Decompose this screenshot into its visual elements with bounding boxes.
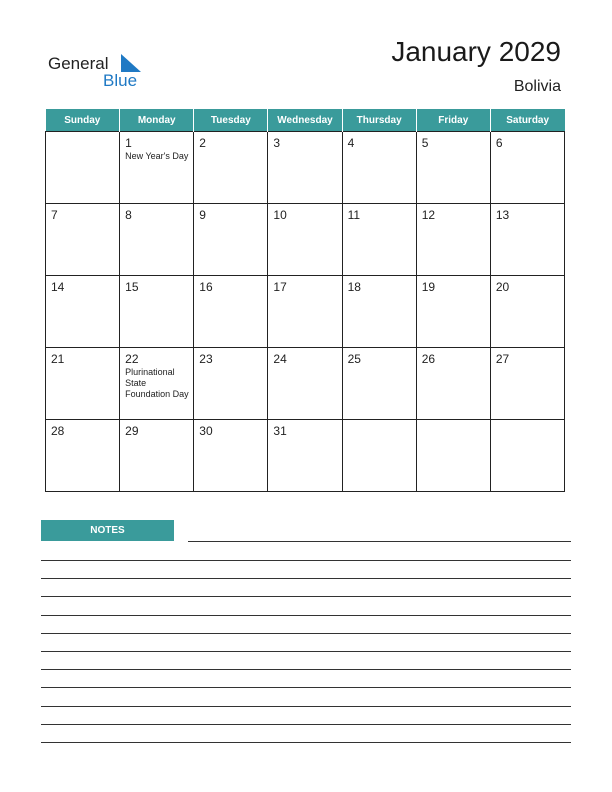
day-number: 23 bbox=[199, 352, 213, 366]
day-number: 9 bbox=[199, 208, 206, 222]
calendar-day-cell bbox=[194, 276, 268, 348]
day-number: 31 bbox=[273, 424, 287, 438]
calendar-day-cell bbox=[268, 132, 342, 204]
weekday-header: Wednesday bbox=[268, 109, 342, 132]
day-number: 28 bbox=[51, 424, 65, 438]
notes-line bbox=[41, 596, 571, 597]
calendar-day-cell bbox=[120, 132, 194, 204]
calendar-day-cell bbox=[120, 420, 194, 492]
day-number: 16 bbox=[199, 280, 213, 294]
weekday-header: Friday bbox=[416, 109, 490, 132]
calendar-day-cell bbox=[120, 276, 194, 348]
day-number: 13 bbox=[495, 208, 510, 222]
day-number: 19 bbox=[421, 280, 436, 294]
day-number: 11 bbox=[347, 208, 361, 222]
logo-text-general: General bbox=[48, 54, 109, 73]
calendar-day-cell bbox=[268, 204, 342, 276]
calendar-day-cell bbox=[416, 420, 490, 492]
calendar-day-cell bbox=[194, 204, 268, 276]
country-label: Bolivia bbox=[513, 78, 561, 95]
weekday-header: Sunday bbox=[46, 109, 120, 132]
notes-line bbox=[41, 724, 571, 725]
page-title: January 2029 bbox=[391, 36, 561, 67]
calendar-day-cell bbox=[490, 348, 564, 420]
day-number: 1 bbox=[125, 136, 132, 150]
calendar-week-row bbox=[46, 348, 565, 420]
calendar-day-cell bbox=[194, 420, 268, 492]
calendar-day-cell bbox=[46, 132, 120, 204]
day-number: 15 bbox=[125, 280, 139, 294]
calendar-day-cell bbox=[342, 276, 416, 348]
calendar-day-cell bbox=[416, 348, 490, 420]
calendar-day-cell bbox=[46, 204, 120, 276]
notes-line bbox=[41, 687, 571, 688]
notes-line bbox=[41, 742, 571, 743]
weekday-header: Thursday bbox=[342, 109, 416, 132]
calendar-day-cell bbox=[416, 204, 490, 276]
notes-line bbox=[41, 578, 571, 579]
notes-line bbox=[41, 615, 571, 616]
holiday-label: New Year's Day bbox=[125, 151, 189, 161]
notes-line bbox=[41, 669, 571, 670]
day-number: 24 bbox=[273, 352, 287, 366]
weekday-header: Monday bbox=[120, 109, 194, 132]
day-number: 27 bbox=[495, 352, 510, 366]
day-number: 6 bbox=[495, 136, 503, 150]
calendar-day-cell bbox=[490, 132, 564, 204]
calendar-week-row bbox=[46, 132, 565, 204]
calendar-day-cell bbox=[46, 276, 120, 348]
calendar-day-cell bbox=[120, 204, 194, 276]
calendar-day-cell bbox=[490, 204, 564, 276]
holiday-label: Plurinational State Foundation Day bbox=[125, 367, 189, 399]
calendar-day-cell bbox=[46, 348, 120, 420]
day-number: 2 bbox=[199, 136, 206, 150]
logo-triangle-icon bbox=[121, 54, 141, 72]
notes-label: NOTES bbox=[41, 520, 174, 541]
calendar-day-cell bbox=[342, 348, 416, 420]
day-number: 30 bbox=[199, 424, 213, 438]
notes-line bbox=[41, 560, 571, 561]
day-number: 10 bbox=[273, 208, 287, 222]
calendar-day-cell bbox=[268, 348, 342, 420]
day-number: 22 bbox=[125, 352, 139, 366]
day-number: 18 bbox=[347, 280, 361, 294]
calendar-grid bbox=[45, 109, 565, 492]
calendar-day-cell bbox=[416, 132, 490, 204]
weekday-header-row bbox=[46, 109, 565, 132]
notes-line bbox=[41, 706, 571, 707]
calendar-week-row bbox=[46, 204, 565, 276]
calendar-day-cell bbox=[194, 132, 268, 204]
calendar-day-cell bbox=[416, 276, 490, 348]
calendar-day-cell bbox=[194, 348, 268, 420]
day-number: 17 bbox=[273, 280, 287, 294]
calendar-week-row bbox=[46, 420, 565, 492]
notes-line bbox=[41, 633, 571, 634]
day-number: 5 bbox=[421, 136, 429, 150]
day-number: 14 bbox=[51, 280, 65, 294]
weekday-header: Tuesday bbox=[194, 109, 268, 132]
calendar-day-cell bbox=[490, 276, 564, 348]
calendar-day-cell bbox=[342, 132, 416, 204]
calendar-day-cell bbox=[342, 204, 416, 276]
day-number: 29 bbox=[125, 424, 139, 438]
notes-line bbox=[41, 651, 571, 652]
calendar-day-cell bbox=[342, 420, 416, 492]
day-number: 25 bbox=[347, 352, 361, 366]
calendar-day-cell bbox=[490, 420, 564, 492]
day-number: 3 bbox=[273, 136, 281, 150]
calendar-day-cell bbox=[268, 276, 342, 348]
notes-line bbox=[188, 541, 571, 542]
day-number: 26 bbox=[421, 352, 436, 366]
day-number: 7 bbox=[51, 208, 58, 222]
logo bbox=[48, 52, 158, 92]
weekday-header: Saturday bbox=[490, 109, 564, 132]
day-number: 12 bbox=[421, 208, 436, 222]
day-number: 8 bbox=[125, 208, 132, 222]
calendar-day-cell bbox=[120, 348, 194, 420]
day-number: 4 bbox=[347, 136, 355, 150]
logo-text-blue: Blue bbox=[103, 71, 138, 90]
day-number: 20 bbox=[495, 280, 510, 294]
calendar-day-cell bbox=[268, 420, 342, 492]
calendar-day-cell bbox=[46, 420, 120, 492]
calendar-week-row bbox=[46, 276, 565, 348]
day-number: 21 bbox=[51, 352, 65, 366]
